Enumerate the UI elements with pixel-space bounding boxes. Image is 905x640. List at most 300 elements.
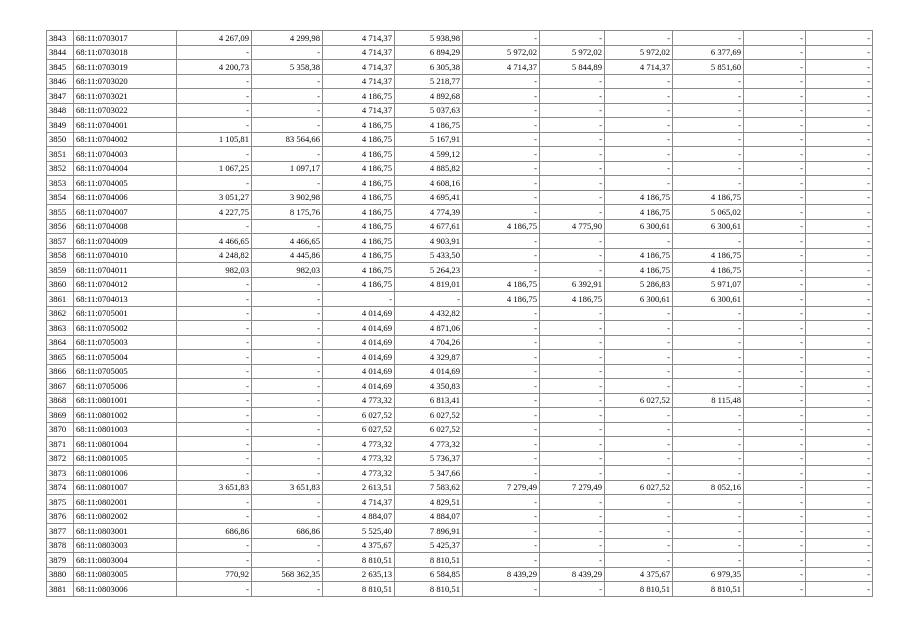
value-cell[interactable]: - [806, 118, 873, 133]
value-cell[interactable]: - [463, 364, 540, 379]
value-cell[interactable]: - [744, 45, 806, 60]
cadastral-code-cell[interactable]: 68:11:0803006 [74, 582, 177, 597]
row-number-cell[interactable]: 3873 [47, 466, 74, 481]
value-cell[interactable]: 5 264,23 [395, 263, 463, 278]
value-cell[interactable]: - [806, 103, 873, 118]
value-cell[interactable]: 4 014,69 [323, 379, 395, 394]
value-cell[interactable]: - [673, 408, 744, 423]
cadastral-code-cell[interactable]: 68:11:0705005 [74, 364, 177, 379]
value-cell[interactable]: 4 466,65 [177, 234, 252, 249]
value-cell[interactable]: - [806, 45, 873, 60]
value-cell[interactable]: - [744, 292, 806, 307]
value-cell[interactable]: - [540, 161, 605, 176]
value-cell[interactable]: 4 819,01 [395, 277, 463, 292]
value-cell[interactable]: 4 892,68 [395, 89, 463, 104]
value-cell[interactable]: - [806, 553, 873, 568]
value-cell[interactable]: 4 186,75 [323, 118, 395, 133]
row-number-cell[interactable]: 3870 [47, 422, 74, 437]
value-cell[interactable]: - [744, 132, 806, 147]
value-cell[interactable]: - [540, 509, 605, 524]
value-cell[interactable]: - [463, 422, 540, 437]
value-cell[interactable]: - [806, 364, 873, 379]
value-cell[interactable]: - [806, 263, 873, 278]
value-cell[interactable]: - [252, 219, 323, 234]
value-cell[interactable]: 8 810,51 [323, 553, 395, 568]
row-number-cell[interactable]: 3877 [47, 524, 74, 539]
value-cell[interactable]: - [463, 335, 540, 350]
value-cell[interactable]: - [463, 306, 540, 321]
value-cell[interactable]: - [806, 321, 873, 336]
value-cell[interactable]: - [673, 89, 744, 104]
value-cell[interactable]: - [744, 408, 806, 423]
value-cell[interactable]: - [177, 118, 252, 133]
value-cell[interactable]: - [673, 379, 744, 394]
value-cell[interactable]: - [744, 538, 806, 553]
value-cell[interactable]: 4 186,75 [540, 292, 605, 307]
value-cell[interactable]: - [540, 89, 605, 104]
value-cell[interactable]: - [806, 393, 873, 408]
value-cell[interactable]: - [540, 335, 605, 350]
cadastral-code-cell[interactable]: 68:11:0704010 [74, 248, 177, 263]
cadastral-code-cell[interactable]: 68:11:0705004 [74, 350, 177, 365]
value-cell[interactable]: - [806, 205, 873, 220]
value-cell[interactable]: - [463, 553, 540, 568]
value-cell[interactable]: - [744, 480, 806, 495]
value-cell[interactable]: - [177, 379, 252, 394]
value-cell[interactable]: 4 186,75 [323, 277, 395, 292]
value-cell[interactable]: - [605, 321, 673, 336]
value-cell[interactable]: 5 167,91 [395, 132, 463, 147]
value-cell[interactable]: - [673, 422, 744, 437]
value-cell[interactable]: - [605, 89, 673, 104]
cadastral-code-cell[interactable]: 68:11:0801005 [74, 451, 177, 466]
value-cell[interactable]: - [744, 379, 806, 394]
row-number-cell[interactable]: 3856 [47, 219, 74, 234]
value-cell[interactable]: 4 903,91 [395, 234, 463, 249]
value-cell[interactable]: - [252, 437, 323, 452]
value-cell[interactable]: - [540, 147, 605, 162]
row-number-cell[interactable]: 3879 [47, 553, 74, 568]
value-cell[interactable]: - [463, 321, 540, 336]
value-cell[interactable]: - [463, 538, 540, 553]
value-cell[interactable]: - [463, 161, 540, 176]
value-cell[interactable]: 4 714,37 [463, 60, 540, 75]
value-cell[interactable]: - [252, 495, 323, 510]
value-cell[interactable]: 4 432,82 [395, 306, 463, 321]
value-cell[interactable]: 6 027,52 [395, 422, 463, 437]
value-cell[interactable]: 4 014,69 [323, 335, 395, 350]
value-cell[interactable]: 5 286,83 [605, 277, 673, 292]
value-cell[interactable]: 4 186,75 [323, 176, 395, 191]
value-cell[interactable]: 3 902,98 [252, 190, 323, 205]
row-number-cell[interactable]: 3867 [47, 379, 74, 394]
row-number-cell[interactable]: 3863 [47, 321, 74, 336]
value-cell[interactable]: - [463, 103, 540, 118]
cadastral-code-cell[interactable]: 68:11:0705003 [74, 335, 177, 350]
value-cell[interactable]: - [605, 161, 673, 176]
cadastral-code-cell[interactable]: 68:11:0704013 [74, 292, 177, 307]
value-cell[interactable]: - [463, 190, 540, 205]
row-number-cell[interactable]: 3854 [47, 190, 74, 205]
cadastral-code-cell[interactable]: 68:11:0704011 [74, 263, 177, 278]
value-cell[interactable]: - [463, 524, 540, 539]
value-cell[interactable]: 4 773,32 [395, 437, 463, 452]
row-number-cell[interactable]: 3868 [47, 393, 74, 408]
value-cell[interactable]: 4 714,37 [323, 103, 395, 118]
value-cell[interactable]: 6 300,61 [673, 219, 744, 234]
value-cell[interactable]: - [673, 466, 744, 481]
value-cell[interactable]: 4 599,12 [395, 147, 463, 162]
cadastral-code-cell[interactable]: 68:11:0703021 [74, 89, 177, 104]
row-number-cell[interactable]: 3850 [47, 132, 74, 147]
value-cell[interactable]: - [252, 422, 323, 437]
value-cell[interactable]: - [806, 60, 873, 75]
value-cell[interactable]: 4 714,37 [323, 45, 395, 60]
value-cell[interactable]: - [463, 176, 540, 191]
row-number-cell[interactable]: 3874 [47, 480, 74, 495]
value-cell[interactable]: 4 186,75 [323, 89, 395, 104]
value-cell[interactable]: 982,03 [177, 263, 252, 278]
value-cell[interactable]: 4 227,75 [177, 205, 252, 220]
value-cell[interactable]: - [463, 393, 540, 408]
value-cell[interactable]: - [252, 408, 323, 423]
value-cell[interactable]: - [252, 45, 323, 60]
value-cell[interactable]: 6 300,61 [605, 292, 673, 307]
value-cell[interactable]: 4 014,69 [395, 364, 463, 379]
value-cell[interactable]: 5 425,37 [395, 538, 463, 553]
value-cell[interactable]: - [744, 495, 806, 510]
value-cell[interactable]: - [806, 350, 873, 365]
row-number-cell[interactable]: 3872 [47, 451, 74, 466]
value-cell[interactable]: 4 714,37 [323, 31, 395, 46]
value-cell[interactable]: - [463, 451, 540, 466]
value-cell[interactable]: - [744, 103, 806, 118]
value-cell[interactable]: - [540, 205, 605, 220]
value-cell[interactable]: 5 972,02 [463, 45, 540, 60]
row-number-cell[interactable]: 3860 [47, 277, 74, 292]
value-cell[interactable]: 8 052,16 [673, 480, 744, 495]
value-cell[interactable]: - [540, 103, 605, 118]
cadastral-code-cell[interactable]: 68:11:0801002 [74, 408, 177, 423]
value-cell[interactable]: 4 774,39 [395, 205, 463, 220]
value-cell[interactable]: - [252, 582, 323, 597]
value-cell[interactable]: - [806, 176, 873, 191]
row-number-cell[interactable]: 3845 [47, 60, 74, 75]
cadastral-code-cell[interactable]: 68:11:0704001 [74, 118, 177, 133]
cadastral-code-cell[interactable]: 68:11:0703018 [74, 45, 177, 60]
value-cell[interactable]: 6 300,61 [605, 219, 673, 234]
value-cell[interactable]: - [540, 538, 605, 553]
value-cell[interactable]: 4 186,75 [395, 118, 463, 133]
value-cell[interactable]: 4 773,32 [323, 437, 395, 452]
value-cell[interactable]: - [605, 408, 673, 423]
value-cell[interactable]: - [605, 176, 673, 191]
value-cell[interactable]: 4 375,67 [605, 567, 673, 582]
value-cell[interactable]: - [540, 306, 605, 321]
value-cell[interactable]: - [463, 248, 540, 263]
row-number-cell[interactable]: 3847 [47, 89, 74, 104]
value-cell[interactable]: - [177, 422, 252, 437]
value-cell[interactable]: 4 773,32 [323, 466, 395, 481]
value-cell[interactable]: - [605, 466, 673, 481]
value-cell[interactable]: 4 714,37 [323, 495, 395, 510]
cadastral-code-cell[interactable]: 68:11:0803004 [74, 553, 177, 568]
value-cell[interactable]: 5 736,37 [395, 451, 463, 466]
value-cell[interactable]: - [463, 379, 540, 394]
value-cell[interactable]: 5 938,98 [395, 31, 463, 46]
value-cell[interactable]: - [252, 379, 323, 394]
value-cell[interactable]: - [744, 553, 806, 568]
value-cell[interactable]: 8 810,51 [395, 553, 463, 568]
cadastral-code-cell[interactable]: 68:11:0801001 [74, 393, 177, 408]
row-number-cell[interactable]: 3855 [47, 205, 74, 220]
value-cell[interactable]: - [540, 393, 605, 408]
value-cell[interactable]: 8 810,51 [395, 582, 463, 597]
value-cell[interactable]: - [540, 408, 605, 423]
value-cell[interactable]: - [540, 379, 605, 394]
value-cell[interactable]: - [605, 31, 673, 46]
value-cell[interactable]: 4 704,26 [395, 335, 463, 350]
cadastral-code-cell[interactable]: 68:11:0803001 [74, 524, 177, 539]
value-cell[interactable]: - [605, 74, 673, 89]
value-cell[interactable]: 5 972,02 [540, 45, 605, 60]
value-cell[interactable]: 4 267,09 [177, 31, 252, 46]
value-cell[interactable]: - [252, 89, 323, 104]
value-cell[interactable]: - [540, 248, 605, 263]
value-cell[interactable]: - [744, 31, 806, 46]
value-cell[interactable]: - [806, 132, 873, 147]
value-cell[interactable]: - [744, 205, 806, 220]
value-cell[interactable]: - [540, 132, 605, 147]
value-cell[interactable]: - [744, 176, 806, 191]
value-cell[interactable]: 4 248,82 [177, 248, 252, 263]
value-cell[interactable]: - [463, 147, 540, 162]
value-cell[interactable]: 4 014,69 [323, 306, 395, 321]
value-cell[interactable]: 4 608,16 [395, 176, 463, 191]
value-cell[interactable]: - [673, 495, 744, 510]
row-number-cell[interactable]: 3881 [47, 582, 74, 597]
value-cell[interactable]: - [177, 393, 252, 408]
value-cell[interactable]: - [177, 553, 252, 568]
value-cell[interactable]: - [540, 582, 605, 597]
value-cell[interactable]: - [252, 350, 323, 365]
value-cell[interactable]: 982,03 [252, 263, 323, 278]
value-cell[interactable]: 3 051,27 [177, 190, 252, 205]
value-cell[interactable]: 4 775,90 [540, 219, 605, 234]
value-cell[interactable]: - [744, 335, 806, 350]
row-number-cell[interactable]: 3843 [47, 31, 74, 46]
value-cell[interactable]: - [605, 103, 673, 118]
row-number-cell[interactable]: 3846 [47, 74, 74, 89]
value-cell[interactable]: - [395, 292, 463, 307]
cadastral-code-cell[interactable]: 68:11:0704008 [74, 219, 177, 234]
value-cell[interactable]: - [806, 219, 873, 234]
value-cell[interactable]: 4 829,51 [395, 495, 463, 510]
value-cell[interactable]: - [252, 292, 323, 307]
value-cell[interactable]: 4 773,32 [323, 451, 395, 466]
value-cell[interactable]: 8 439,29 [463, 567, 540, 582]
value-cell[interactable]: - [177, 176, 252, 191]
value-cell[interactable]: - [177, 147, 252, 162]
value-cell[interactable]: 6 300,61 [673, 292, 744, 307]
value-cell[interactable]: - [806, 234, 873, 249]
cadastral-code-cell[interactable]: 68:11:0704012 [74, 277, 177, 292]
value-cell[interactable]: 4 885,82 [395, 161, 463, 176]
value-cell[interactable]: - [177, 321, 252, 336]
value-cell[interactable]: - [177, 277, 252, 292]
value-cell[interactable]: - [673, 234, 744, 249]
value-cell[interactable]: - [540, 176, 605, 191]
value-cell[interactable]: 4 014,69 [323, 350, 395, 365]
value-cell[interactable]: - [673, 147, 744, 162]
value-cell[interactable]: - [252, 538, 323, 553]
value-cell[interactable]: 4 186,75 [323, 161, 395, 176]
value-cell[interactable]: - [605, 524, 673, 539]
value-cell[interactable]: - [252, 509, 323, 524]
value-cell[interactable]: - [177, 292, 252, 307]
value-cell[interactable]: 4 186,75 [463, 219, 540, 234]
value-cell[interactable]: 8 175,76 [252, 205, 323, 220]
row-number-cell[interactable]: 3844 [47, 45, 74, 60]
value-cell[interactable]: - [605, 132, 673, 147]
value-cell[interactable]: - [806, 437, 873, 452]
cadastral-code-cell[interactable]: 68:11:0704009 [74, 234, 177, 249]
row-number-cell[interactable]: 3862 [47, 306, 74, 321]
value-cell[interactable]: - [806, 408, 873, 423]
cadastral-code-cell[interactable]: 68:11:0703020 [74, 74, 177, 89]
value-cell[interactable]: - [744, 118, 806, 133]
value-cell[interactable]: - [806, 89, 873, 104]
value-cell[interactable]: - [673, 553, 744, 568]
value-cell[interactable]: 6 392,91 [540, 277, 605, 292]
value-cell[interactable]: - [463, 408, 540, 423]
value-cell[interactable]: - [744, 248, 806, 263]
value-cell[interactable]: - [177, 509, 252, 524]
cadastral-code-cell[interactable]: 68:11:0801004 [74, 437, 177, 452]
row-number-cell[interactable]: 3861 [47, 292, 74, 307]
value-cell[interactable]: - [605, 350, 673, 365]
value-cell[interactable]: - [252, 553, 323, 568]
value-cell[interactable]: - [463, 31, 540, 46]
row-number-cell[interactable]: 3876 [47, 509, 74, 524]
value-cell[interactable]: - [744, 393, 806, 408]
value-cell[interactable]: 7 583,62 [395, 480, 463, 495]
value-cell[interactable]: - [252, 103, 323, 118]
value-cell[interactable]: - [177, 74, 252, 89]
value-cell[interactable]: - [252, 277, 323, 292]
value-cell[interactable]: - [540, 364, 605, 379]
value-cell[interactable]: 4 677,61 [395, 219, 463, 234]
cadastral-code-cell[interactable]: 68:11:0801006 [74, 466, 177, 481]
value-cell[interactable]: - [605, 118, 673, 133]
value-cell[interactable]: 4 884,07 [395, 509, 463, 524]
value-cell[interactable]: 6 377,69 [673, 45, 744, 60]
value-cell[interactable]: - [252, 147, 323, 162]
value-cell[interactable]: - [177, 582, 252, 597]
cadastral-code-cell[interactable]: 68:11:0802002 [74, 509, 177, 524]
value-cell[interactable]: - [744, 234, 806, 249]
row-number-cell[interactable]: 3864 [47, 335, 74, 350]
value-cell[interactable]: 4 186,75 [323, 132, 395, 147]
value-cell[interactable]: - [806, 248, 873, 263]
value-cell[interactable]: - [605, 553, 673, 568]
value-cell[interactable]: 4 186,75 [323, 263, 395, 278]
row-number-cell[interactable]: 3848 [47, 103, 74, 118]
value-cell[interactable]: - [806, 277, 873, 292]
value-cell[interactable]: - [673, 306, 744, 321]
value-cell[interactable]: - [605, 437, 673, 452]
value-cell[interactable]: - [744, 582, 806, 597]
value-cell[interactable]: - [744, 147, 806, 162]
value-cell[interactable]: - [673, 335, 744, 350]
row-number-cell[interactable]: 3866 [47, 364, 74, 379]
value-cell[interactable]: - [744, 509, 806, 524]
value-cell[interactable]: - [177, 219, 252, 234]
value-cell[interactable]: - [540, 263, 605, 278]
cadastral-code-cell[interactable]: 68:11:0801003 [74, 422, 177, 437]
value-cell[interactable]: - [177, 103, 252, 118]
value-cell[interactable]: 6 894,29 [395, 45, 463, 60]
row-number-cell[interactable]: 3880 [47, 567, 74, 582]
row-number-cell[interactable]: 3857 [47, 234, 74, 249]
value-cell[interactable]: - [744, 364, 806, 379]
value-cell[interactable]: 2 635,13 [323, 567, 395, 582]
value-cell[interactable]: - [252, 321, 323, 336]
row-number-cell[interactable]: 3849 [47, 118, 74, 133]
value-cell[interactable]: - [673, 118, 744, 133]
value-cell[interactable]: - [463, 495, 540, 510]
value-cell[interactable]: - [252, 306, 323, 321]
value-cell[interactable]: 4 186,75 [605, 248, 673, 263]
value-cell[interactable]: 4 714,37 [605, 60, 673, 75]
value-cell[interactable]: - [744, 524, 806, 539]
value-cell[interactable]: - [673, 321, 744, 336]
cadastral-code-cell[interactable]: 68:11:0704004 [74, 161, 177, 176]
value-cell[interactable]: - [252, 466, 323, 481]
value-cell[interactable]: 83 564,66 [252, 132, 323, 147]
value-cell[interactable]: - [744, 451, 806, 466]
value-cell[interactable]: - [744, 321, 806, 336]
value-cell[interactable]: 6 027,52 [323, 422, 395, 437]
value-cell[interactable]: 5 433,50 [395, 248, 463, 263]
value-cell[interactable]: 6 027,52 [605, 393, 673, 408]
value-cell[interactable]: - [744, 466, 806, 481]
value-cell[interactable]: - [605, 495, 673, 510]
value-cell[interactable]: 1 105,81 [177, 132, 252, 147]
value-cell[interactable]: 4 445,86 [252, 248, 323, 263]
value-cell[interactable]: 5 037,63 [395, 103, 463, 118]
value-cell[interactable]: - [252, 364, 323, 379]
value-cell[interactable]: - [177, 538, 252, 553]
row-number-cell[interactable]: 3865 [47, 350, 74, 365]
value-cell[interactable]: - [177, 437, 252, 452]
value-cell[interactable]: 1 067,25 [177, 161, 252, 176]
value-cell[interactable]: - [806, 451, 873, 466]
value-cell[interactable]: 4 014,69 [323, 364, 395, 379]
value-cell[interactable]: 686,86 [252, 524, 323, 539]
value-cell[interactable]: - [673, 161, 744, 176]
value-cell[interactable]: 4 186,75 [673, 248, 744, 263]
value-cell[interactable]: - [806, 567, 873, 582]
value-cell[interactable]: - [252, 118, 323, 133]
value-cell[interactable]: 6 027,52 [395, 408, 463, 423]
cadastral-code-cell[interactable]: 68:11:0705001 [74, 306, 177, 321]
value-cell[interactable]: - [806, 161, 873, 176]
value-cell[interactable]: 4 186,75 [605, 263, 673, 278]
value-cell[interactable]: 7 279,49 [463, 480, 540, 495]
value-cell[interactable]: - [463, 509, 540, 524]
value-cell[interactable]: 6 027,52 [323, 408, 395, 423]
